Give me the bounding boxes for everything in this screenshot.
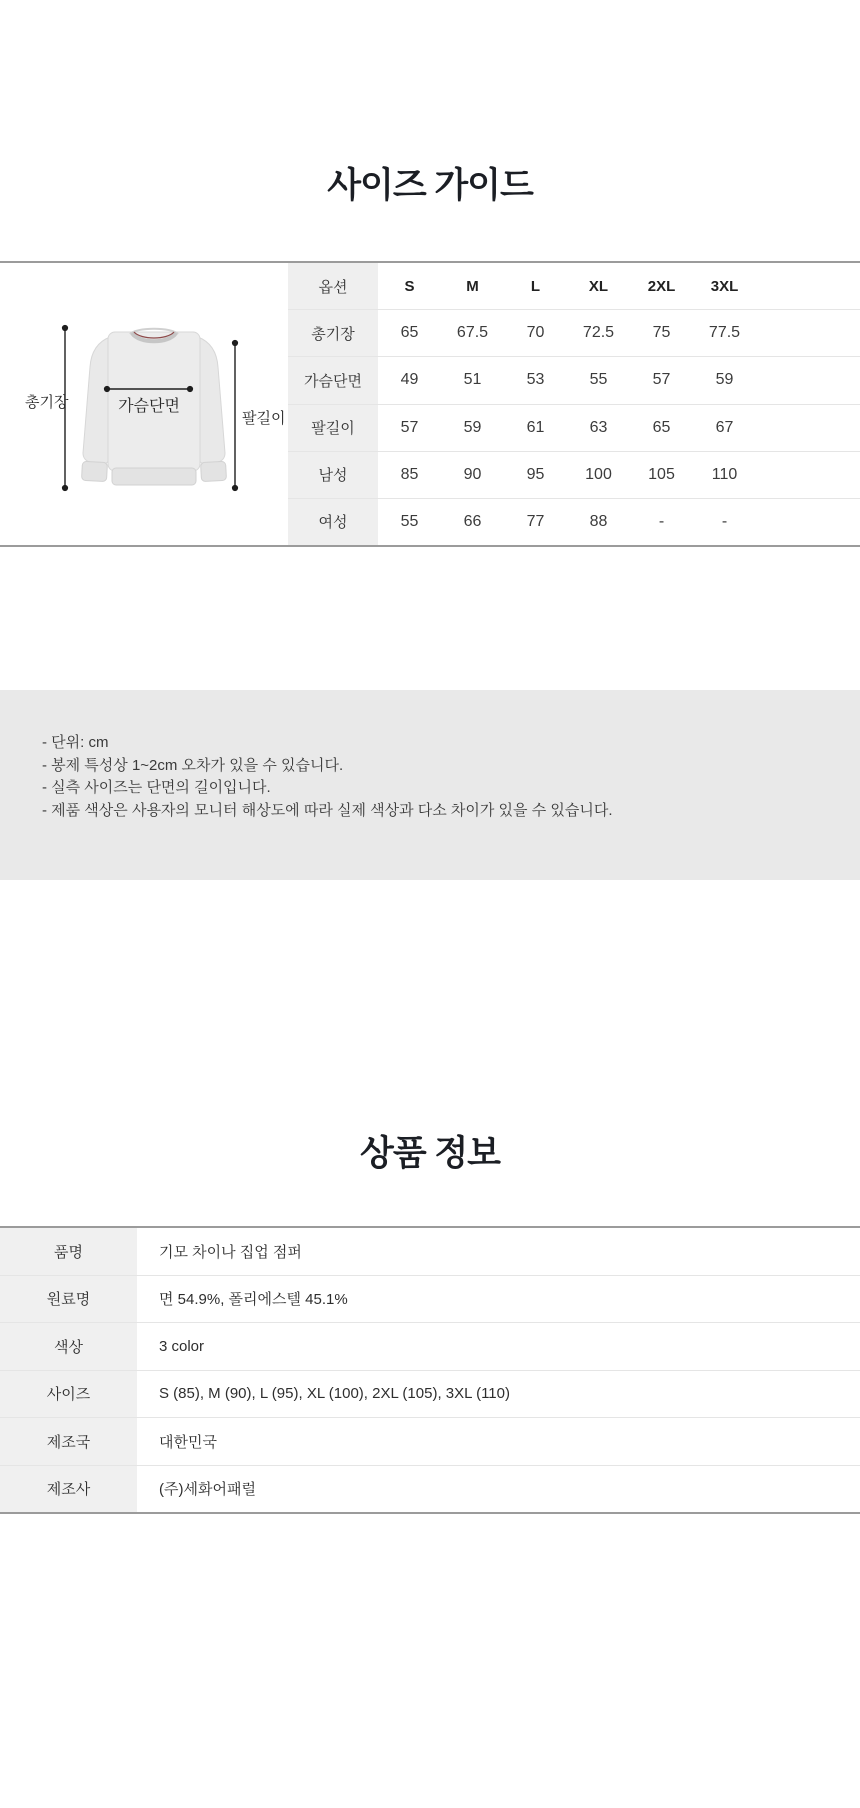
size-table-header-row <box>288 263 860 310</box>
size-column-header: S <box>404 277 415 295</box>
product-info-row-label: 제조국 <box>0 1418 137 1465</box>
total-length-label: 총기장 <box>25 394 69 411</box>
product-info-row-label: 사이즈 <box>0 1371 137 1418</box>
product-info-table <box>0 1226 860 1514</box>
size-guide-title: 사이즈 가이드 <box>327 166 533 205</box>
product-info-row <box>0 1276 860 1324</box>
size-cell: 67 <box>715 418 734 436</box>
size-table-row <box>288 452 860 499</box>
product-info-row <box>0 1418 860 1466</box>
product-info-row-value: 대한민국 <box>159 1433 217 1451</box>
size-row-label: 팔길이 <box>288 405 378 451</box>
size-column-header: 2XL <box>647 277 676 295</box>
size-table-header-label: 옵션 <box>288 263 378 309</box>
size-cell: 59 <box>463 418 482 436</box>
size-diagram <box>15 287 286 502</box>
product-info-row-label: 제조사 <box>0 1466 137 1513</box>
size-table-row <box>288 357 860 404</box>
size-column-header: 3XL <box>710 277 739 295</box>
chest-width-label: 가슴단면 <box>118 398 180 415</box>
sleeve-length-label: 팔길이 <box>242 410 286 427</box>
product-info-row-label: 품명 <box>0 1228 137 1275</box>
size-row-label: 여성 <box>288 499 378 545</box>
product-info-row <box>0 1371 860 1419</box>
size-guide-panel <box>0 261 860 547</box>
product-info-row <box>0 1323 860 1371</box>
size-cell: 53 <box>526 371 545 389</box>
product-info-row-value: (주)세화어패럴 <box>159 1481 256 1499</box>
size-cell: 65 <box>400 324 419 342</box>
size-row-label: 총기장 <box>288 310 378 356</box>
product-info-row-value: 면 54.9%, 폴리에스텔 45.1% <box>159 1291 348 1309</box>
size-table-spacer <box>756 452 860 498</box>
size-cell: 51 <box>463 371 482 389</box>
size-cell: 65 <box>652 418 671 436</box>
note-line: - 단위: cm <box>42 734 109 751</box>
size-table-row <box>288 310 860 357</box>
size-cell: 57 <box>400 418 419 436</box>
size-table-spacer <box>756 357 860 403</box>
size-table-row <box>288 405 860 452</box>
size-cell: 77.5 <box>708 324 741 342</box>
size-cell: 77 <box>526 512 545 530</box>
size-cell: 90 <box>463 465 482 483</box>
product-info-row-value: 기모 차이나 집업 점퍼 <box>159 1243 302 1261</box>
size-table-spacer <box>756 263 860 309</box>
size-cell: 88 <box>589 512 608 530</box>
size-cell: 75 <box>652 324 671 342</box>
product-info-row-value: 3 color <box>159 1337 205 1355</box>
size-guide-notes <box>0 690 860 880</box>
size-column-header: M <box>466 277 479 295</box>
note-line: - 봉제 특성상 1~2cm 오차가 있을 수 있습니다. <box>42 756 344 774</box>
size-table-row <box>288 499 860 545</box>
size-column-header: L <box>530 277 541 295</box>
size-cell: 61 <box>526 418 545 436</box>
size-cell: 100 <box>585 465 612 483</box>
product-info-row-label: 원료명 <box>0 1276 137 1323</box>
size-cell: 63 <box>589 418 608 436</box>
product-info-row-value: S (85), M (90), L (95), XL (100), 2XL (105), 3XL (110) <box>159 1385 510 1403</box>
size-table-spacer <box>756 310 860 356</box>
size-cell: 110 <box>711 465 738 483</box>
product-info-row <box>0 1466 860 1513</box>
note-line: - 실측 사이즈는 단면의 길이입니다. <box>42 779 271 796</box>
product-info-title: 상품 정보 <box>360 1134 500 1173</box>
size-cell: 72.5 <box>582 324 615 342</box>
product-info-row <box>0 1228 860 1276</box>
size-cell: 105 <box>648 465 675 483</box>
size-cell: - <box>721 512 728 530</box>
size-row-label: 가슴단면 <box>288 357 378 403</box>
size-cell: 67.5 <box>456 324 489 342</box>
size-row-label: 남성 <box>288 452 378 498</box>
note-line: - 제품 색상은 사용자의 모니터 해상도에 따라 실제 색상과 다소 차이가 있을 수 있습니다. <box>42 801 613 819</box>
size-table-spacer <box>756 405 860 451</box>
size-cell: 70 <box>526 324 545 342</box>
size-cell: 49 <box>400 371 419 389</box>
size-cell: 85 <box>400 465 419 483</box>
size-cell: 66 <box>463 512 482 530</box>
size-cell: 59 <box>715 371 734 389</box>
size-cell: 95 <box>526 465 545 483</box>
size-table-spacer <box>756 499 860 545</box>
size-table <box>288 263 860 545</box>
size-cell: 55 <box>400 512 419 530</box>
size-cell: - <box>658 512 665 530</box>
sleeve-length-arrow-icon <box>232 340 237 490</box>
product-info-row-label: 색상 <box>0 1323 137 1370</box>
size-column-header: XL <box>588 277 609 295</box>
size-cell: 55 <box>589 371 608 389</box>
size-cell: 57 <box>652 371 671 389</box>
